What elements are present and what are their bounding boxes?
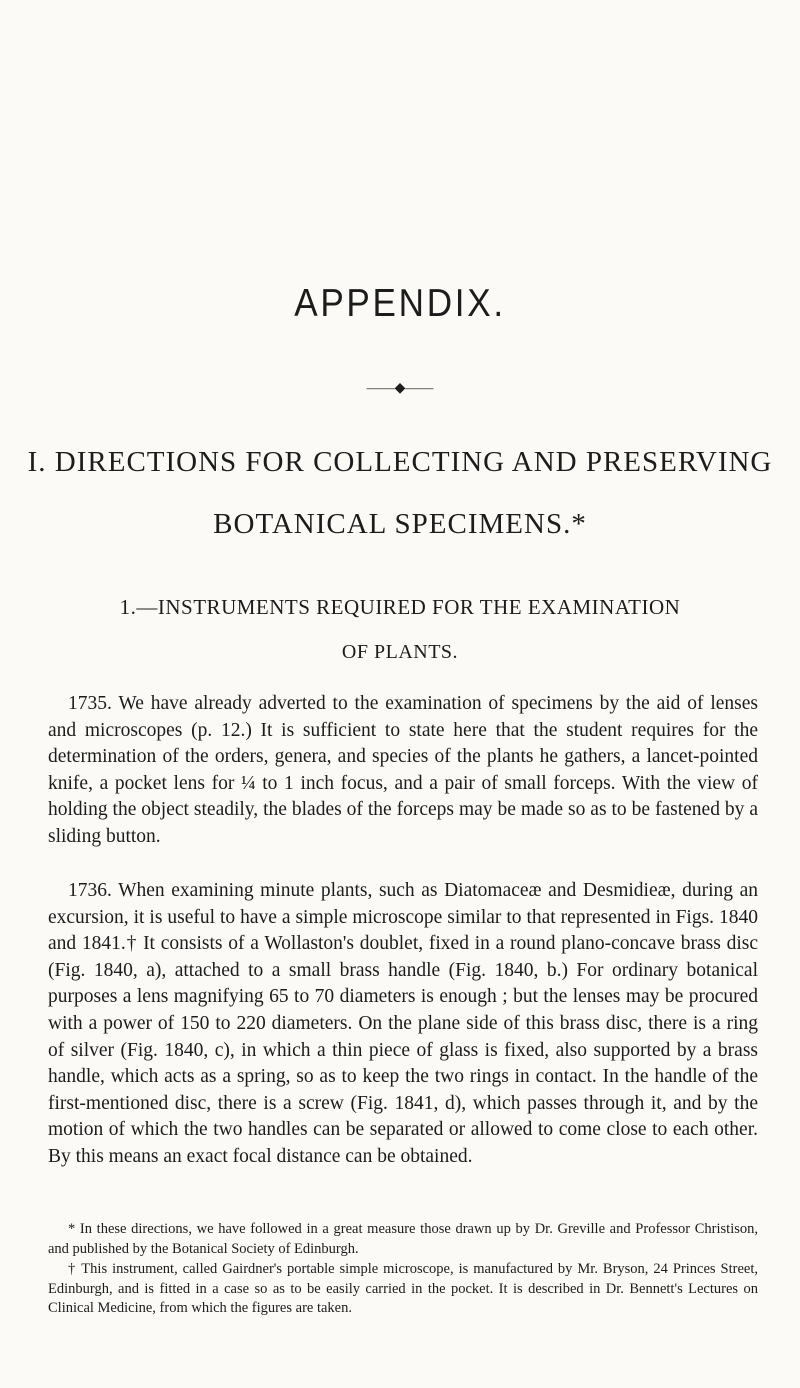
subsection-title-line-1: 1.—INSTRUMENTS REQUIRED FOR THE EXAMINATION — [119, 595, 681, 619]
section-title-line-1: I. DIRECTIONS FOR COLLECTING AND PRESERVING — [27, 446, 773, 478]
footnote-star: * In these directions, we have followed in a great measure those drawn up by Dr. Greville and Professor Christison, and published by the Botanical Society of Edinburgh. — [48, 1221, 758, 1257]
paragraph-1736: 1736. When examining minute plants, such as Diatomaceæ and Desmidieæ, during an excursion, it is useful to have a simple microscope similar to that represented in Figs. 1840 and 1841.† It consists of a Wollaston's doublet, fixed in a round plano-concave brass disc (Fig. 1840, a), attached to a small brass handle (Fig. 1840, b.) For ordinary botanical purposes a lens magnifying 65 to 70 diameters is enough ; but the lenses may be procured with a power of 150 to 220 diameters. On the plane side of this brass disc, there is a ring of silver (Fig. 1840, c), in which a thin piece of glass is fixed, also supported by a brass handle, which acts as a spring, so as to keep the two rings in contact. In the handle of the first-mentioned disc, there is a screw (Fig. 1841, d), which passes through it, and by the motion of which the two handles can be separated or allowed to come close to each other. By this means an exact focal distance can be obtained. — [48, 880, 758, 1167]
footnote-dagger: † This instrument, called Gairdner's portable simple microscope, is manufactured by Mr. Bryson, 24 Princes Street, Edinburgh, and is fitted in a case so as to be easily carried in the pocket. It is described in Dr. Bennett's Lectures on Clinical Medicine, from which the figures are taken. — [48, 1261, 758, 1316]
section-title-line-2: BOTANICAL SPECIMENS.* — [213, 508, 587, 540]
subsection-title-line-2: OF PLANTS. — [341, 641, 459, 663]
appendix-title: APPENDIX. — [294, 282, 506, 325]
ornament-divider: ——◆—— — [366, 381, 434, 396]
paragraph-1735: 1735. We have already adverted to the examination of specimens by the aid of lenses and microscopes (p. 12.) It is sufficient to state here that the student requires for the determination of the orders, genera, and species of the plants he gathers, a lancet-pointed knife, a pocket lens for ¼ to 1 inch focus, and a pair of small forceps. With the view of holding the object steadily, the blades of the forceps may be made so as to be fastened by a sliding button. — [48, 693, 758, 847]
